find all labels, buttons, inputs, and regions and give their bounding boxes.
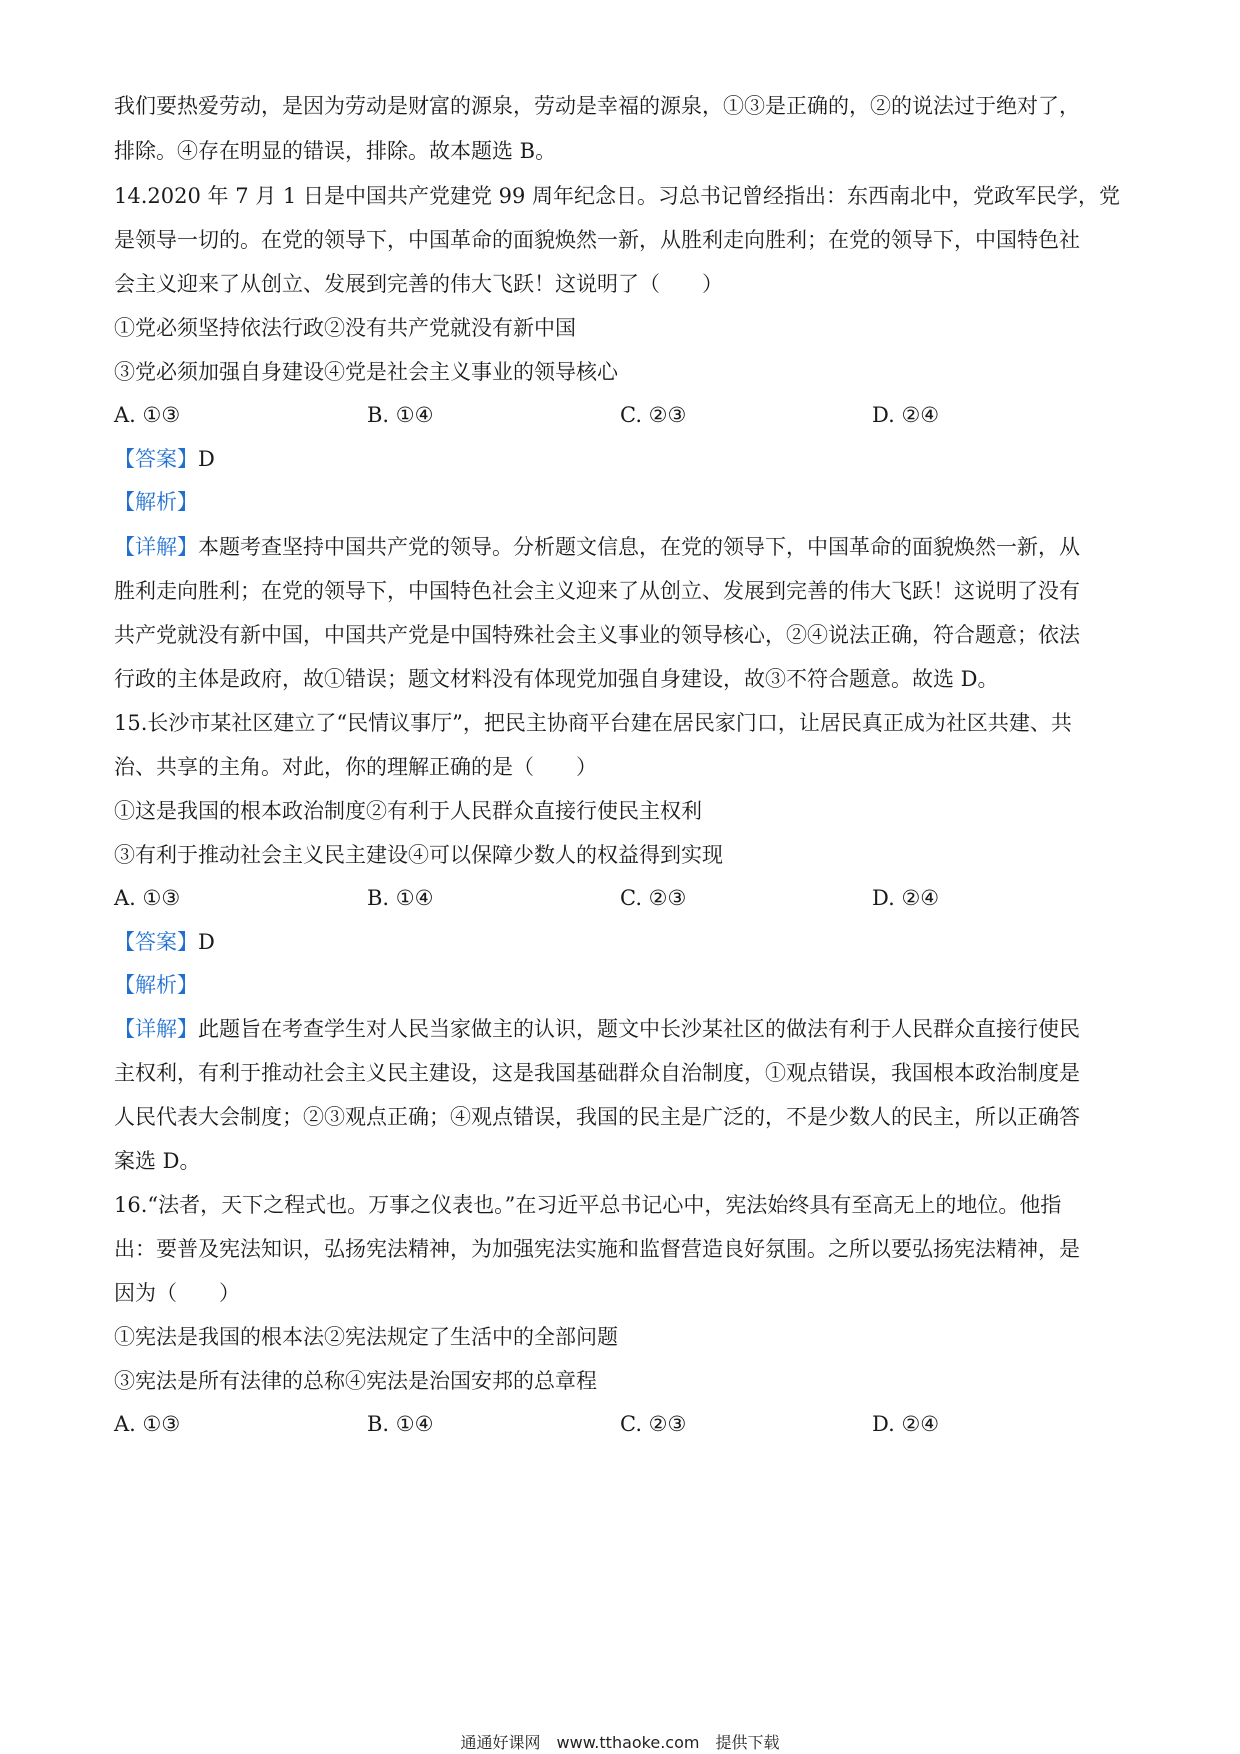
q15-option-a: A. ①③	[114, 886, 181, 910]
q15-analysis-tag	[114, 971, 1134, 999]
q15-option-c: C. ②③	[620, 886, 687, 910]
q15-stem-line: 15.长沙市某社区建立了“民情议事厅”，把民主协商平台建在居民家门口，让居民真正成为社区共建、共	[114, 711, 1072, 735]
q14-detail-line: 胜利走向胜利；在党的领导下，中国特色社会主义迎来了从创立、发展到完善的伟大飞跃！这说明了没有	[114, 579, 1080, 603]
intro-line: 我们要热爱劳动，是因为劳动是财富的源泉，劳动是幸福的源泉，①③是正确的，②的说法过于绝对了，	[114, 94, 1080, 118]
q15-stem-line: 治、共享的主角。对此，你的理解正确的是（ ）	[114, 755, 597, 779]
q15-detail-line	[114, 1015, 1134, 1043]
q15-option-d: D. ②④	[872, 886, 940, 910]
q15-statement: ③有利于推动社会主义民主建设④可以保障少数人的权益得到实现	[114, 843, 723, 867]
q15-answer	[114, 928, 1134, 956]
answer-value: D	[198, 930, 215, 954]
answer-tag: 【答案】	[114, 447, 198, 471]
answer-value: D	[198, 447, 215, 471]
intro-line: 排除。④存在明显的错误，排除。故本题选 B。	[114, 139, 557, 163]
q14-analysis-tag	[114, 488, 1134, 516]
q14-statement: ③党必须加强自身建设④党是社会主义事业的领导核心	[114, 360, 618, 384]
q15-detail-line: 主权利，有利于推动社会主义民主建设，这是我国基础群众自治制度，①观点错误，我国根本政治制度是	[114, 1061, 1080, 1085]
q14-option-a: A. ①③	[114, 403, 181, 427]
q16-stem-line: 出：要普及宪法知识，弘扬宪法精神，为加强宪法实施和监督营造良好氛围。之所以要弘扬宪法精神，是	[114, 1237, 1080, 1261]
q15-options	[114, 884, 1134, 912]
analysis-tag: 【解析】	[114, 973, 198, 997]
q15-detail-line: 人民代表大会制度；②③观点正确；④观点错误，我国的民主是广泛的，不是少数人的民主，所以正确答	[114, 1105, 1080, 1129]
q16-option-c: C. ②③	[620, 1412, 687, 1436]
detail-tag: 【详解】	[114, 535, 198, 559]
analysis-tag: 【解析】	[114, 490, 198, 514]
q14-statement: ①党必须坚持依法行政②没有共产党就没有新中国	[114, 316, 576, 340]
q14-answer	[114, 445, 1134, 473]
q14-detail-line: 行政的主体是政府，故①错误；题文材料没有体现党加强自身建设，故③不符合题意。故选 D。	[114, 667, 999, 691]
q16-stem-line: 16.“法者，天下之程式也。万事之仪表也。”在习近平总书记心中，宪法始终具有至高无上的地位。他指	[114, 1193, 1062, 1217]
q16-statement: ①宪法是我国的根本法②宪法规定了生活中的全部问题	[114, 1325, 618, 1349]
detail-tag: 【详解】	[114, 1017, 198, 1041]
q14-options	[114, 401, 1134, 429]
q16-options	[114, 1410, 1134, 1438]
q14-option-c: C. ②③	[620, 403, 687, 427]
q15-option-b: B. ①④	[367, 886, 434, 910]
q14-detail-line	[114, 533, 1134, 561]
q14-stem-line: 是领导一切的。在党的领导下，中国革命的面貌焕然一新，从胜利走向胜利；在党的领导下，中国特色社	[114, 228, 1080, 252]
q16-option-b: B. ①④	[367, 1412, 434, 1436]
q14-option-d: D. ②④	[872, 403, 940, 427]
q14-stem-line: 14.2020 年 7 月 1 日是中国共产党建党 99 周年纪念日。习总书记曾经指出：东西南北中，党政军民学，党	[114, 184, 1121, 208]
q16-option-d: D. ②④	[872, 1412, 940, 1436]
q14-stem-line: 会主义迎来了从创立、发展到完善的伟大飞跃！这说明了（ ）	[114, 272, 723, 296]
q16-stem-line: 因为（ ）	[114, 1281, 240, 1305]
q14-detail-line: 共产党就没有新中国，中国共产党是中国特殊社会主义事业的领导核心，②④说法正确，符合题意；依法	[114, 623, 1080, 647]
q15-statement: ①这是我国的根本政治制度②有利于人民群众直接行使民主权利	[114, 799, 702, 823]
q16-option-a: A. ①③	[114, 1412, 181, 1436]
q14-option-b: B. ①④	[367, 403, 434, 427]
answer-tag: 【答案】	[114, 930, 198, 954]
q16-statement: ③宪法是所有法律的总称④宪法是治国安邦的总章程	[114, 1369, 597, 1393]
page-footer: 通通好课网 www.tthaoke.com 提供下载	[460, 1733, 780, 1752]
detail-text: 本题考查坚持中国共产党的领导。分析题文信息，在党的领导下，中国革命的面貌焕然一新，从	[198, 535, 1080, 559]
q15-detail-line: 案选 D。	[114, 1149, 201, 1173]
detail-text: 此题旨在考查学生对人民当家做主的认识，题文中长沙某社区的做法有利于人民群众直接行使民	[198, 1017, 1080, 1041]
